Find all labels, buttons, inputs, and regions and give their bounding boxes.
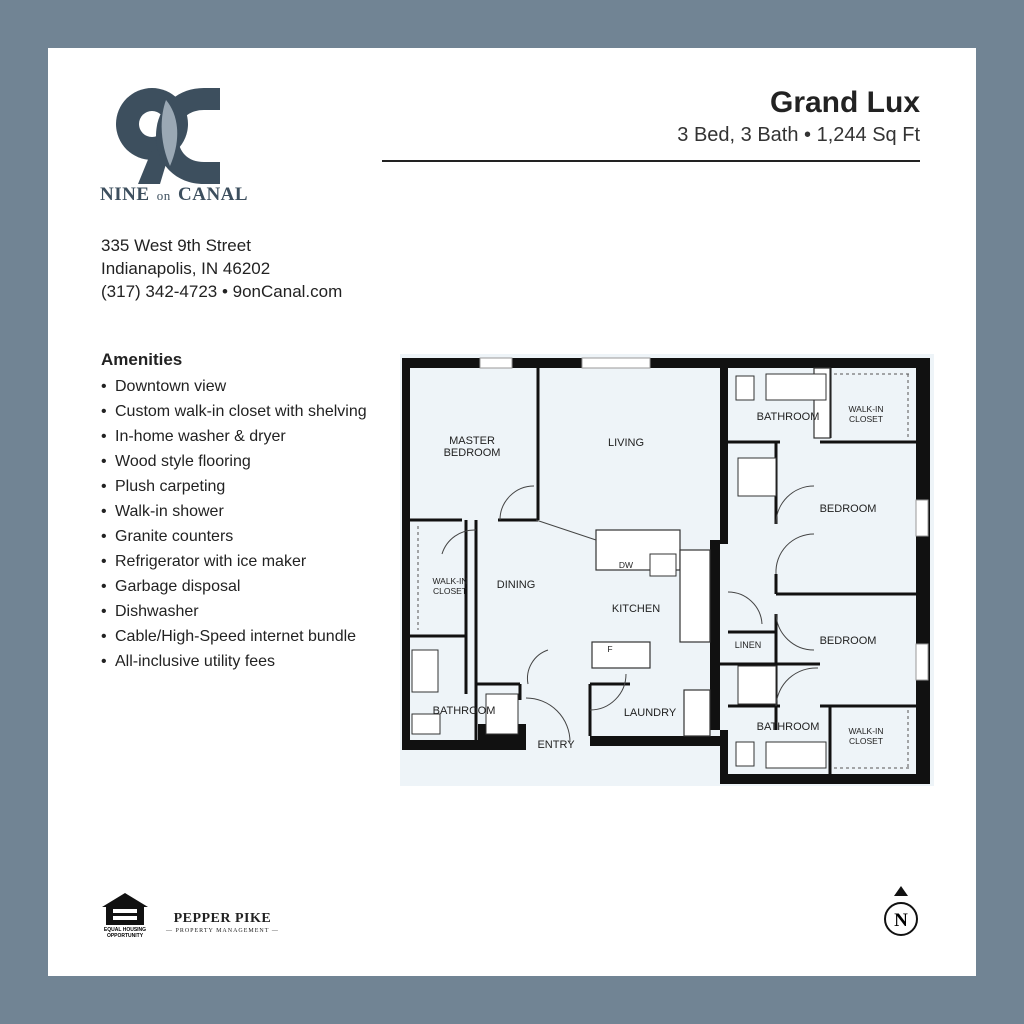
label-master-2: BEDROOM — [443, 447, 501, 459]
list-item: • Dishwasher — [101, 603, 199, 620]
list-item: • Downtown view — [101, 378, 227, 395]
list-item: • Custom walk-in closet with shelving — [101, 403, 367, 420]
label-living: LIVING — [607, 437, 645, 449]
equal-housing-icon — [100, 891, 150, 939]
brand-name: NINE on CANAL — [100, 184, 249, 205]
label-bathroom-bottom: BATHROOM — [756, 721, 820, 733]
list-item: • Garbage disposal — [101, 578, 241, 595]
north-arrow-icon — [880, 884, 922, 940]
amenities-title: Amenities — [101, 350, 183, 369]
north-label: N — [894, 910, 908, 931]
label-walkin-bottom-2: CLOSET — [848, 736, 884, 746]
pm-sub: — PROPERTY MANAGEMENT — — [166, 928, 279, 934]
label-master-1: MASTER — [449, 435, 495, 447]
label-linen: LINEN — [734, 640, 762, 650]
label-kitchen: KITCHEN — [611, 603, 661, 615]
unit-title: Grand Lux — [769, 86, 920, 119]
list-item: • All-inclusive utility fees — [101, 653, 276, 670]
label-walkin-left-1: WALK-IN — [432, 576, 468, 586]
list-item: • Granite counters — [101, 528, 234, 545]
unit-specs: 3 Bed, 3 Bath • 1,244 Sq Ft — [677, 124, 920, 146]
label-bathroom-left: BATHROOM — [432, 705, 496, 717]
label-walkin-bottom-1: WALK-IN — [848, 726, 884, 736]
label-bathroom-top: BATHROOM — [756, 411, 820, 423]
floorplan-card — [48, 48, 976, 976]
label-fridge: F — [607, 644, 613, 654]
label-walkin-top-1: WALK-IN — [848, 404, 884, 414]
list-item: • Plush carpeting — [101, 478, 226, 495]
eho-line-2: OPPORTUNITY — [106, 933, 144, 939]
list-item: • Cable/High-Speed internet bundle — [101, 628, 357, 645]
label-bedroom-lower: BEDROOM — [819, 635, 877, 647]
header-divider — [382, 160, 920, 162]
contact-line: (317) 342-4723 • 9onCanal.com — [101, 282, 343, 301]
city-state-zip: Indianapolis, IN 46202 — [101, 259, 271, 278]
eho-line-1: EQUAL HOUSING — [103, 927, 147, 933]
label-dining: DINING — [496, 579, 536, 591]
street-address: 335 West 9th Street — [101, 236, 251, 255]
amenities-list — [101, 374, 367, 674]
label-entry: ENTRY — [537, 739, 575, 751]
pm-name: PEPPER PIKE — [173, 911, 272, 926]
floor-plan — [400, 354, 934, 786]
list-item: • Wood style flooring — [101, 453, 251, 470]
property-manager-logo — [166, 911, 279, 934]
label-walkin-left-2: CLOSET — [432, 586, 468, 596]
list-item: • Refrigerator with ice maker — [101, 553, 307, 570]
label-laundry: LAUNDRY — [623, 707, 677, 719]
list-item: • In-home washer & dryer — [101, 428, 286, 445]
address-block — [101, 234, 342, 303]
list-item: • Walk-in shower — [101, 503, 224, 520]
label-dw: DW — [618, 560, 634, 570]
label-bedroom-upper: BEDROOM — [819, 503, 877, 515]
label-walkin-top-2: CLOSET — [848, 414, 884, 424]
